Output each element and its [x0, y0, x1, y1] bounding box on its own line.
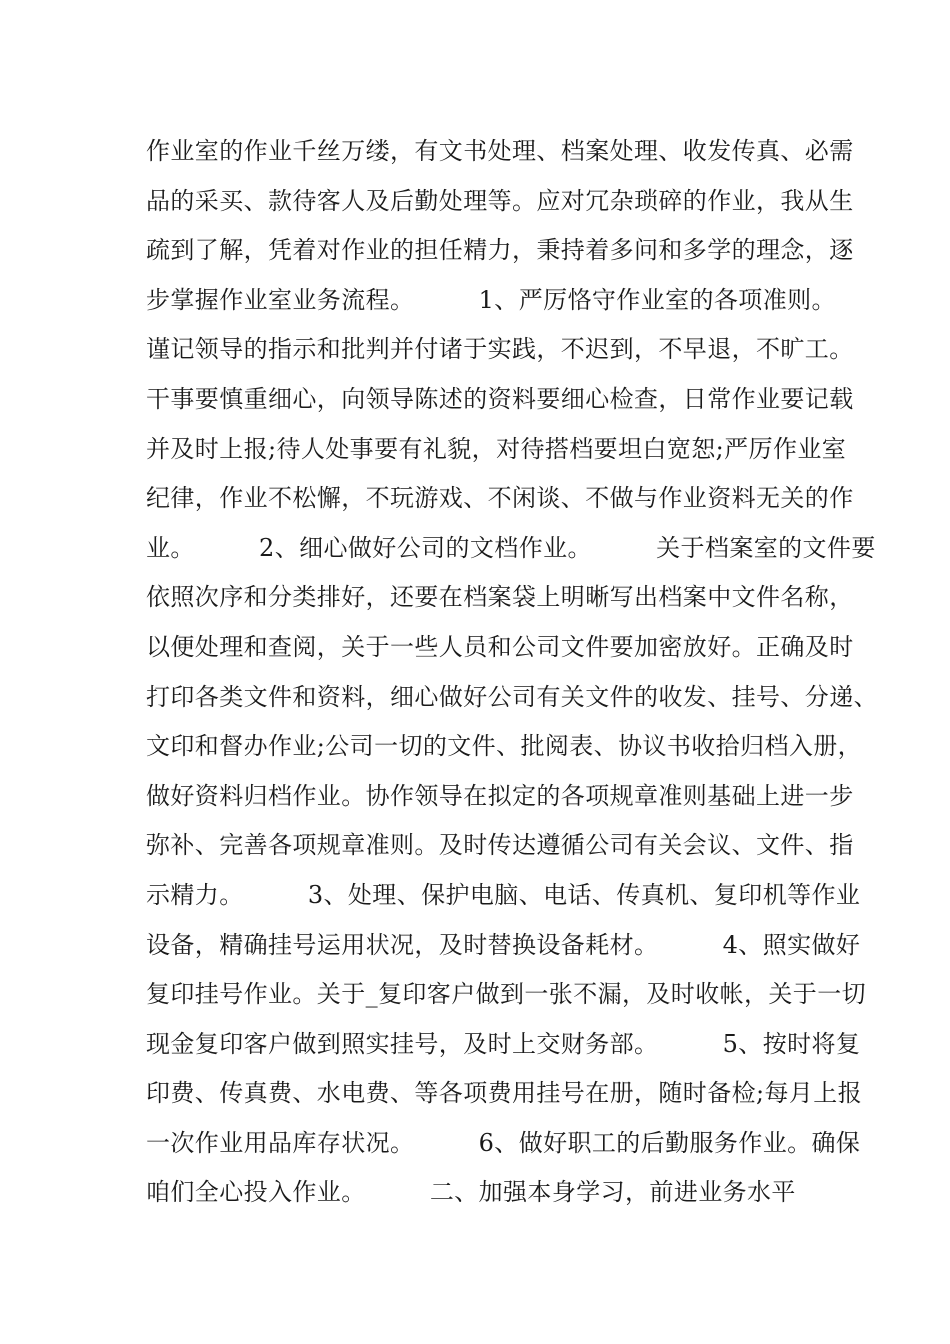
text-line: 业。 2、细心做好公司的文档作业。 关于档案室的文件要: [146, 533, 876, 562]
text-line: 干事要慎重细心，向领导陈述的资料要细心检查，日常作业要记载: [146, 384, 854, 413]
text-line: 依照次序和分类排好，还要在档案袋上明晰写出档案中文件名称，: [146, 583, 854, 612]
text-line: 复印挂号作业。关于_复印客户做到一张不漏，及时收帐，关于一切: [146, 980, 866, 1009]
text-line: 纪律，作业不松懈，不玩游戏、不闲谈、不做与作业资料无关的作: [146, 484, 854, 513]
text-line: 疏到了解，凭着对作业的担任精力，秉持着多问和多学的理念，逐: [146, 236, 854, 265]
text-line: 印费、传真费、水电费、等各项费用挂号在册，随时备检;每月上报: [146, 1079, 863, 1108]
text-line: 示精力。 3、处理、保护电脑、电话、传真机、复印机等作业: [146, 880, 861, 909]
text-line: 并及时上报;待人处事要有礼貌，对待搭档要坦白宽恕;严厉作业室: [146, 434, 847, 463]
text-line: 咱们全心投入作业。 二、加强本身学习，前进业务水平: [146, 1178, 796, 1207]
text-line: 以便处理和查阅，关于一些人员和公司文件要加密放好。正确及时: [146, 632, 854, 661]
text-line: 品的采买、款待客人及后勤处理等。应对冗杂琐碎的作业，我从生: [146, 186, 854, 215]
text-line: 一次作业用品库存状况。 6、做好职工的后勤服务作业。确保: [146, 1128, 861, 1157]
text-line: 步掌握作业室业务流程。 1、严厉恪守作业室的各项准则。: [146, 285, 836, 314]
body-text: [146, 127, 878, 1218]
text-line: 弥补、完善各项规章准则。及时传达遵循公司有关会议、文件、指: [146, 831, 854, 860]
text-line: 做好资料归档作业。协作领导在拟定的各项规章准则基础上进一步: [146, 781, 854, 810]
text-line: 现金复印客户做到照实挂号，及时上交财务部。 5、按时将复: [146, 1029, 861, 1058]
text-line: 打印各类文件和资料，细心做好公司有关文件的收发、挂号、分递、: [146, 682, 878, 711]
text-line: 作业室的作业千丝万缕，有文书处理、档案处理、收发传真、必需: [146, 137, 854, 165]
text-line: 谨记领导的指示和批判并付诸于实践，不迟到，不早退，不旷工。: [146, 335, 854, 364]
text-line: 文印和督办作业;公司一切的文件、批阅表、协议书收拾归档入册，: [146, 732, 863, 761]
text-line: 设备，精确挂号运用状况，及时替换设备耗材。 4、照实做好: [146, 930, 861, 959]
